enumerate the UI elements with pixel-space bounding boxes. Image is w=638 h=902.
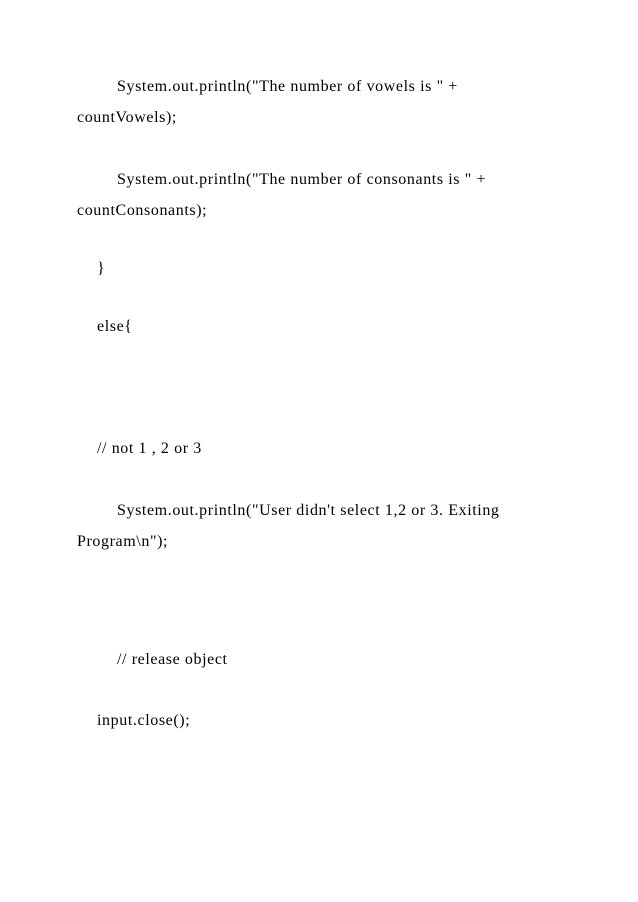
- code-line-else: else{: [97, 318, 133, 335]
- code-line-comment-release: // release object: [117, 651, 228, 668]
- code-line-program-newline: Program\n");: [77, 533, 169, 550]
- code-line-input-close: input.close();: [97, 712, 191, 729]
- code-line-print-consonants: System.out.println("The number of consonants is " +: [117, 171, 487, 188]
- code-line-print-vowels: System.out.println("The number of vowels is " +: [117, 78, 458, 95]
- code-line-count-consonants: countConsonants);: [77, 202, 208, 219]
- code-line-count-vowels: countVowels);: [77, 109, 177, 126]
- code-line-comment-not-123: // not 1 , 2 or 3: [97, 440, 202, 457]
- code-line-close-brace: }: [97, 260, 106, 277]
- code-line-print-user-didnt: System.out.println("User didn't select 1,2 or 3. Exiting: [117, 502, 500, 519]
